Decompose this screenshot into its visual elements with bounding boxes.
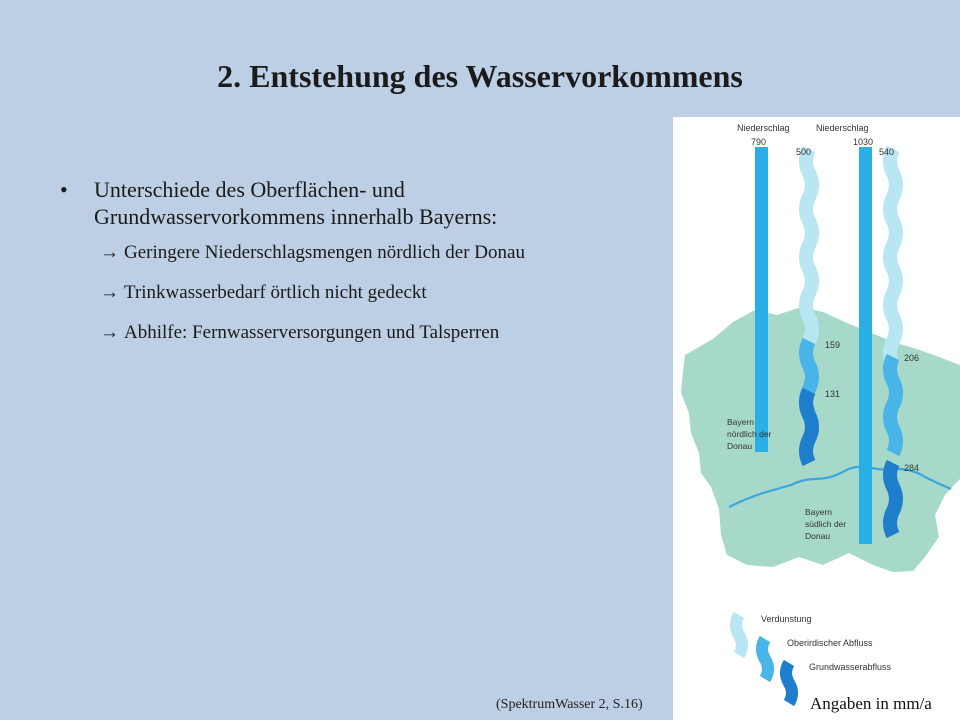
grundwasserabfluss-value-south: 284	[904, 463, 920, 473]
verdunstung-value-north: 500	[796, 147, 812, 157]
sub-item-trinkwasser	[100, 282, 660, 304]
legend-oberirdisch-swatch	[762, 639, 768, 679]
region-south-line2: südlich der	[805, 519, 847, 529]
sub-item-text: Abhilfe: Fernwasserversorgungen und Talsperren	[124, 322, 500, 343]
sub-list	[60, 242, 660, 344]
verdunstung-wave-south	[890, 149, 896, 365]
arrow-icon: →	[100, 242, 119, 263]
bullet-item	[60, 176, 660, 230]
region-north-line2: nördlich der	[727, 429, 772, 439]
region-south-line3: Donau	[805, 531, 831, 541]
legend-verdunstung-swatch	[736, 615, 742, 655]
niederschlag-value-south: 1030	[853, 137, 874, 147]
niederschlag-label-south: Niederschlag	[816, 123, 869, 133]
oberirdischer-abfluss-value-north: 159	[825, 340, 841, 350]
legend-oberirdisch-label: Oberirdischer Abfluss	[787, 638, 873, 648]
region-north-line1: Bayern	[727, 417, 754, 427]
legend-grundwasser-label: Grundwasserabfluss	[809, 662, 892, 672]
source-citation: (SpektrumWasser 2, S.16)	[496, 697, 643, 712]
bullet-list	[60, 176, 660, 362]
arrow-icon: →	[100, 322, 119, 343]
grundwasserabfluss-value-north: 131	[825, 389, 841, 399]
niederschlag-bar-south	[859, 147, 872, 544]
arrow-icon: →	[100, 282, 119, 303]
grundwasserabfluss-wave-north	[806, 391, 812, 463]
bullet-text	[94, 176, 497, 230]
sub-item-abhilfe	[100, 322, 660, 344]
niederschlag-label-north: Niederschlag	[737, 123, 790, 133]
sub-item-text: Trinkwasserbedarf örtlich nicht gedeckt	[124, 282, 427, 303]
niederschlag-bar-north	[755, 147, 768, 452]
bullet-text-line1: Unterschiede des Oberflächen- und	[94, 177, 405, 202]
sub-item-text: Geringere Niederschlagsmengen nördlich der Donau	[124, 242, 525, 263]
region-south-line1: Bayern	[805, 507, 832, 517]
legend-verdunstung-label: Verdunstung	[761, 614, 812, 624]
region-north-line3: Donau	[727, 441, 753, 451]
oberirdischer-abfluss-value-south: 206	[904, 353, 920, 363]
units-note: Angaben in mm/a	[810, 694, 932, 713]
verdunstung-wave-north	[806, 149, 812, 365]
bullet-text-line2: Grundwasservorkommens innerhalb Bayerns:	[94, 204, 498, 229]
sub-item-niederschlag	[100, 242, 660, 264]
verdunstung-value-south: 540	[879, 147, 895, 157]
legend-grundwasser-swatch	[786, 663, 792, 703]
oberirdischer-abfluss-wave-south	[890, 357, 896, 453]
water-balance-figure	[673, 117, 960, 720]
bullet-symbol: •	[60, 177, 68, 202]
niederschlag-value-north: 790	[751, 137, 767, 147]
water-balance-diagram	[673, 117, 960, 720]
slide-title: 2. Entstehung des Wasservorkommens	[217, 58, 743, 94]
grundwasserabfluss-wave-south	[890, 463, 896, 535]
